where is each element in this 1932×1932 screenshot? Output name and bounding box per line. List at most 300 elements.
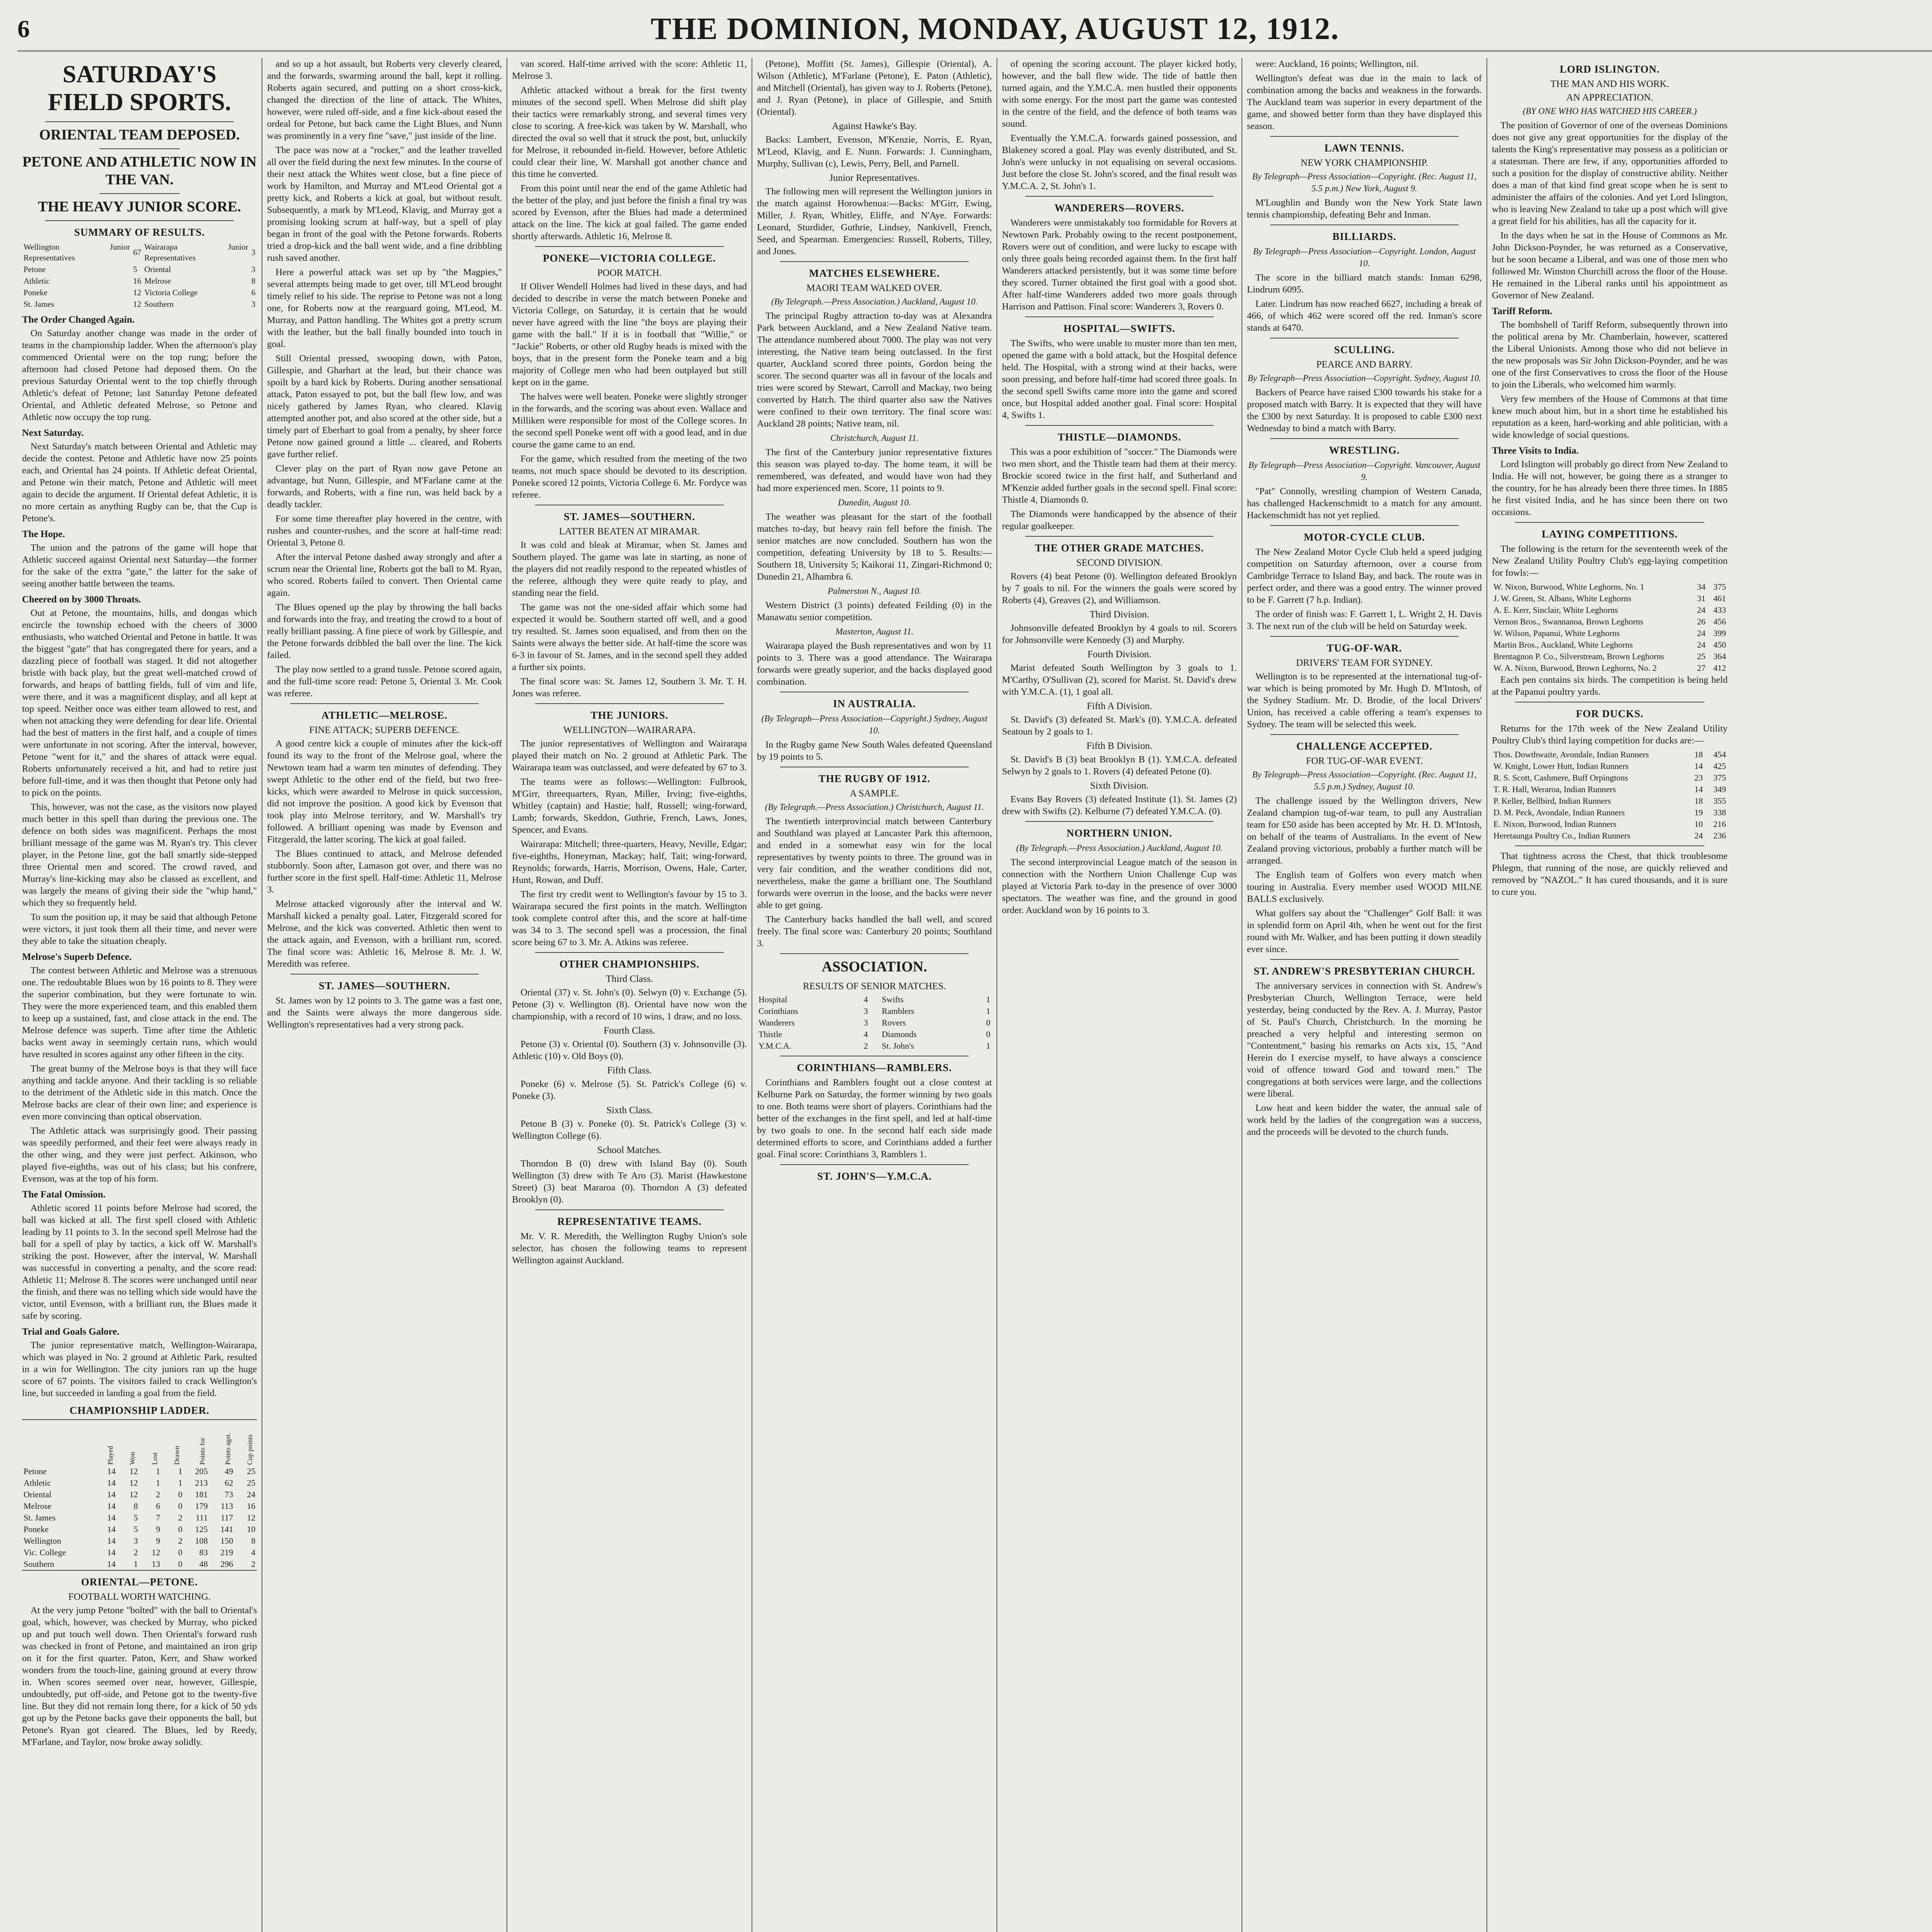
other-championships-heading: OTHER CHAMPIONSHIPS. (559, 958, 700, 970)
table-cell: 12 (129, 1478, 138, 1488)
article-paragraph: Petone (3) v. Oriental (0). Southern (3) v. Johnsonville (3). Athletic (10) v. Old Boys (0). (512, 1039, 747, 1061)
table-cell: 2 (156, 1490, 160, 1499)
table-cell: 67 (133, 248, 141, 257)
article-paragraph: What golfers say about the "Challenger" Golf Ball: it was in splendid form on April 4th, when he went out for the first round with Mr. Walker, and has been putting it down steadily ever since. (1247, 908, 1482, 954)
ladder-row (22, 1535, 257, 1547)
table-cell: 8 (251, 276, 255, 286)
article-paragraph: The score in the billiard match stands: Inman 6298, Lindrum 6095. (1247, 272, 1482, 295)
table-cell: W. A. Nixon, Burwood, Brown Leghorns, No. 2 (1493, 663, 1657, 673)
wanderers-rovers-heading: WANDERERS—ROVERS. (1054, 202, 1184, 214)
column-3 (507, 58, 752, 1932)
table-cell: P. Keller, Bellbird, Indian Runners (1493, 796, 1611, 806)
table-cell: 24 (1697, 605, 1706, 615)
table-cell: Diamonds (882, 1029, 917, 1039)
trial-goals-heading: Trial and Goals Galore. (22, 1327, 119, 1337)
article-paragraph: St. David's (3) defeated St. Mark's (0). Y.M.C.A. defeated Seatoun by 2 goals to 1. (1002, 714, 1237, 737)
laying-table (1492, 581, 1728, 674)
result-row (757, 994, 992, 1005)
ladder-column-header: Points for (198, 1437, 206, 1465)
school-matches-heading: School Matches. (597, 1145, 662, 1155)
table-cell: W. Knight, Lower Hutt, Indian Runners (1493, 761, 1629, 771)
table-cell: Heretaunga Poultry Co., Indian Runners (1493, 831, 1631, 840)
article-paragraph: Low heat and keen bidder the water, the annual sale of work held by the ladies of the congregation was a success, and the proceeds will be devoted to the church funds. (1247, 1103, 1482, 1137)
article-paragraph: Wellington's defeat was due in the main to lack of combination among the backs and weakness in the forwards. The Auckland team was superior in every department of the game, and showed better form than they have displayed this season. (1247, 73, 1482, 131)
article-paragraph: Still Oriental pressed, swooping down, with Paton, Gillespie, and Gharhart at the lead, but their chance was spoilt by a hard kick by Roberts. During another sensational attack, Paton essayed to pot, but the ball flew low, and was nicely gathered by James Ryan, who cleared. Klavig attempted another pot, and also scored at the other side, but a timely part of Eberhart to goal from a penalty, by sheer force Petone now gained ground a little ... cleared, and Roberts gave further relief. (267, 353, 502, 459)
table-cell: W. Nixon, Burwood, White Leghorns, No. 1 (1493, 582, 1645, 592)
hospital-swifts-heading: HOSPITAL—SWIFTS. (1063, 323, 1175, 334)
article-paragraph: It was cold and bleak at Miramar, when St. James and Southern played. The game was late in starting, as none of the players did not readily respond to the repeated whistles of the referee, although they were quite ready to play, and standing near the field. (512, 540, 747, 598)
table-cell: 4 (864, 995, 868, 1004)
sixth-division-heading: Sixth Division. (1090, 781, 1149, 791)
stjames-southern-heading-2: ST. JAMES—SOUTHERN. (318, 980, 451, 992)
subhead-junior-score: THE HEAVY JUNIOR SCORE. (38, 199, 241, 215)
table-cell: 62 (224, 1478, 233, 1488)
article-paragraph: The Diamonds were handicapped by the absence of their regular goalkeeper. (1002, 509, 1237, 531)
table-cell: Hospital (759, 995, 787, 1004)
table-cell: 1 (986, 1006, 990, 1016)
ladder-row (22, 1558, 257, 1570)
lawn-tennis-heading: LAWN TENNIS. (1324, 142, 1405, 154)
northern-union-heading: NORTHERN UNION. (1066, 827, 1172, 839)
third-division-heading: Third Division. (1089, 609, 1150, 620)
article-paragraph: (Petone), Moffitt (St. James), Gillespie (Oriental), A. Wilson (Athletic), M'Farlane (Petone), E. Paton (Athletic), and Mitchell (Oriental), has given way to J. Roberts (Petone), and J. Ryan (Petone), in place of Gillespie, and Smith (Oriental). (757, 59, 992, 117)
table-cell: 12 (133, 288, 141, 297)
latter-beaten-sub: LATTER BEATEN AT MIRAMAR. (559, 526, 700, 537)
article-paragraph: The play now settled to a grand tussle. Petone scored again, and the full-time score read: Petone 5, Oriental 3. Mr. Cook was referee. (267, 664, 502, 699)
dateline: (By Telegraph.—Press Association.) Auckland, August 10. (1016, 843, 1223, 853)
article-paragraph: The twentieth interprovincial match between Canterbury and Southland was played at Lancaster Park this afternoon, and ended in a somewhat easy win for the local representatives by twenty points to three. The ground was in very fair condition, and the weather conditions did not, nevertheless, make the game a brilliant one. The Southland forwards were overrun in the loose, and the backs were never able to get going. (757, 816, 992, 910)
rugby-1912-heading: THE RUGBY OF 1912. (818, 773, 930, 784)
table-cell: 19 (1694, 808, 1703, 817)
juniors-heading: THE JUNIORS. (590, 709, 668, 721)
table-cell: 3 (864, 1018, 868, 1027)
table-cell: 34 (1697, 582, 1706, 592)
table-cell: 216 (1713, 819, 1726, 829)
table-cell: 349 (1713, 784, 1726, 794)
ladder-row (22, 1512, 257, 1524)
table-cell: Oriental (24, 1490, 52, 1499)
table-cell: 24 (247, 1490, 255, 1499)
table-cell: 5 (133, 1513, 138, 1522)
table-cell: Thistle (759, 1029, 782, 1039)
laying-row (1492, 662, 1728, 674)
table-cell: Wellington Junior Representatives (24, 242, 130, 262)
column-5 (997, 58, 1242, 1932)
table-cell: 4 (251, 1548, 255, 1557)
maori-team-heading: MAORI TEAM WALKED OVER. (806, 283, 942, 293)
duck-row (1492, 818, 1728, 830)
table-cell: 13 (151, 1559, 160, 1569)
table-cell: 375 (1713, 773, 1726, 782)
article-paragraph: A good centre kick a couple of minutes after the kick-off found its way to the front of the Melrose goal, where the Newtown team had a warm ten minutes of defending. They swept Athletic to the other end of the field, but two free-kicks, which were awarded to Melrose in quick succession, did not improve the position. A good kick by Evenson that took play into Melrose territory, and W. Marshall's try followed. A brilliant opening was made by Evenson and Fitzgerald, the latter scoring. The kick at goal failed. (267, 738, 502, 845)
article-paragraph: Next Saturday's match between Oriental and Athletic may decide the contest. Petone and Athletic have now 25 points each, and Oriental has 24 points. If Athletic defeat Oriental, and Petone win their match, Petone and Athletic will meet again to decide the argument. If Oriental defeat Athletic, it is no more certain as anything Rugby can be, that the Cup is Petone's. (22, 441, 257, 524)
poneke-victoria-heading: PONEKE—VICTORIA COLLEGE. (543, 252, 716, 264)
table-cell: 14 (1694, 784, 1703, 794)
billiards-heading: BILLIARDS. (1332, 231, 1396, 242)
table-cell: Y.M.C.A. (759, 1041, 792, 1051)
article-paragraph: The pace was now at a "rocker," and the leather travelled all over the field during the next few minutes. In the course of their next attack the Whites went close, but a fine piece of work by Hamilton, and Murray and M'Leod Oriental got a pretty kick, and Roberts a kick at goal, but without result. Subsequently, a mark by M'Leod, Klavig, and Murray got a promising looking scrum at half-way, but a spell of play began in front of the goal with the Petone forwards. Roberts tried a drop-kick and the ball went wide, and a fine dribbling rush saved another. (267, 145, 502, 263)
table-cell: Southern (144, 299, 174, 309)
article-paragraph: The weather was pleasant for the start of the football matches to-day, but heavy rain fell before the finish. The senior matches are now concluded. Southern has won the competition, defeating University by 18 to 5. Results:—Southern 18, University 5; Kaikorai 11, Zingari-Richmond 0; Dunedin 21, Alhambra 6. (757, 512, 992, 582)
article-paragraph: The New Zealand Motor Cycle Club held a speed judging competition on Saturday afternoon, over a course from Cambridge Terrace to Island Bay, and back. The route was in perfect order, and there was a good entry. The winner proved to be F. Garrett (7 h.p. Indian). (1247, 547, 1482, 605)
table-cell: 25 (247, 1478, 255, 1488)
table-cell: 433 (1713, 605, 1726, 615)
wellington-wairarapa-sub: WELLINGTON—WAIRARAPA. (563, 725, 696, 735)
table-cell: Melrose (144, 276, 171, 286)
third-class-heading: Third Class. (605, 974, 653, 984)
dateline: By Telegraph—Press Association—Copyright. London, August 10. (1253, 247, 1476, 268)
table-cell: A. E. Kerr, Sinclair, White Leghorns (1493, 605, 1618, 615)
article-paragraph: In the days when he sat in the House of Commons as Mr. John Dickson-Poynder, he was returned as a Conservative, but he soon became a Liberal, and was one of those men who followed Mr. Winston Churchill across the floor of the House. He remained in the Liberal ranks until his appointment as Governor of New Zealand. (1492, 230, 1728, 301)
laying-row (1492, 616, 1728, 628)
laying-row (1492, 639, 1728, 651)
hawkes-bay-heading: Against Hawke's Bay. (832, 121, 917, 131)
table-cell: 0 (178, 1548, 183, 1557)
table-cell: E. Nixon, Burwood, Indian Runners (1493, 819, 1617, 829)
order-changed-heading: The Order Changed Again. (22, 315, 135, 325)
laying-row (1492, 628, 1728, 639)
fourth-division-heading: Fourth Division. (1087, 649, 1151, 660)
article-paragraph: The first of the Canterbury junior representative fixtures this season was played to-day. The home team, it will be remembered, was defeated, and would have won had they had more experienced men. Score, 11 points to 9. (757, 447, 992, 493)
table-cell: 2 (178, 1513, 183, 1522)
article-paragraph: This, however, was not the case, as the visitors now played much better in this spell than during the previous one. The defence on both sides was magnificent. Perhaps the most brilliant message of the game was M. Ryan's try. This clever player, in the Petone line, got the ball smartly side-stepped three Oriental men and scored. The crowd raved, and Murray's line-kicking may also be classed as excellent, and was largely the means of giving their side the "whip hand," which they so frequently held. (22, 802, 257, 908)
ducks-table (1492, 749, 1728, 842)
fifth-b-division-heading: Fifth B Division. (1086, 741, 1153, 751)
table-cell: 14 (107, 1536, 116, 1546)
article-paragraph: From this point until near the end of the game Athletic had the better of the play, and just before the finish a final try was scored by Evenson, after the Blues had made a determined attack on the line. The kick at goal failed. The game ended shortly afterwards. Athletic 16, Melrose 8. (512, 183, 747, 242)
table-cell: 3 (133, 1536, 138, 1546)
summary-row (22, 298, 257, 310)
table-cell: Wanderers (759, 1018, 795, 1027)
table-cell: 73 (224, 1490, 233, 1499)
dateline: (By Telegraph.—Press Association.) Christchurch, August 11. (765, 802, 984, 812)
table-cell: J. W. Green, St. Albans, White Leghorns (1493, 594, 1632, 603)
article-paragraph: The anniversary services in connection with St. Andrew's Presbyterian Church, Wellington Terrace, were held yesterday, being conducted by the Rev. A. J. Murray, Pastor of St. Paul's Church, Christchurch. In the morning he preached a very helpful and interesting sermon on "Contentment," basing his remarks on Acts xix, 15, "And Herein do I exercise myself, to have always a conscience void of offence toward God and toward men." The congregations at both services were large, and the collections were liberal. (1247, 981, 1482, 1099)
table-cell: Melrose (24, 1501, 52, 1511)
article-paragraph: The great bunny of the Melrose boys is that they will face anything and tackle anyone. And their tackling is so reliable to the detriment of the Athletic side in this match. Once the Melrose backs are clear of their own line; and experience is even more convincing than optical observation. (22, 1063, 257, 1122)
duck-row (1492, 772, 1728, 784)
article-paragraph: Athletic scored 11 points before Melrose had scored, the ball was kicked at all. The first spell closed with Athletic leading by 11 points to 3. In the second spell Melrose had the ball for a spell of play by tactics, a kick off W. Marshall's striking the post. However, after the interval, W. Marshall was successful in converting a penalty, and the score read: Athletic 11; Melrose 8. The scores were unchanged until near the finish, and there was no telling which side would have the victor, until Evenson, with a brilliant run, the Blues made it safe by scoring. (22, 1203, 257, 1321)
article-paragraph: The challenge issued by the Wellington drivers, New Zealand champion tug-of-war team, to pull any Australian team for £50 aside has been accepted by Mr. H. D. M'Intosh, on behalf of the teams of Australians. In the event of New Zealand proving victorious, probably a further match will be arranged. (1247, 796, 1482, 866)
article-paragraph: The teams were as follows:—Wellington: Fulbrook, M'Girr, threequarters, Ryan, Miller, Irving; five-eighths, Whitley (captain) and Hastie; half, Russell; wing-forward, Lamb; forwards, Skeddon, Guthrie, French, Laws, Jones, Spencer, and Evans. (512, 777, 747, 835)
hope-heading: The Hope. (22, 529, 65, 539)
article-paragraph: The principal Rugby attraction to-day was at Alexandra Park between Auckland, and a New Zealand Native team. The attendance numbered about 7000. The play was not very interesting, the Native team being outclassed. In the first quarter, Auckland scored three points, Gordon being the scorer. The second quarter was all in favour of the locals and tries were scored by Stewart, Carroll and Mackay, two being converted by Hatch. The third quarter also saw the Natives were confined to their own territory. The final score was: Auckland 28 points; Native team, nil. (757, 311, 992, 429)
table-cell: 14 (107, 1559, 116, 1569)
article-paragraph: Thorndon B (0) drew with Island Bay (0). South Wellington (3) drew with Te Aro (3). Marist (Hawkestone Street) (3) beat Mararoa (0). Thorndon A (3) defeated Brooklyn (0). (512, 1158, 747, 1205)
ladder-column-header: Drawn (173, 1446, 181, 1465)
table-cell: 141 (220, 1524, 233, 1534)
a-sample-sub: A SAMPLE. (850, 788, 899, 799)
article-paragraph: To sum the position up, it may be said that although Petone were victors, it just took them all their time, and never were they able to take the situation cheaply. (22, 912, 257, 946)
article-paragraph: The second interprovincial League match of the season in connection with the Northern Union Challenge Cup was played at Victoria Park to-day in the presence of over 3000 spectators. The weather was fine, and the ground in good order. Auckland won by 16 points to 3. (1002, 857, 1237, 915)
stjames-southern-heading: ST. JAMES—SOUTHERN. (563, 511, 696, 522)
challenge-accepted-heading: CHALLENGE ACCEPTED. (1296, 740, 1433, 752)
article-paragraph: The halves were well beaten. Poneke were slightly stronger in the forwards, and the scoring was about even. Wallace and Milliken were responsible for most of the College scores. In the second spell Poneke went off with a good lead, and in due course the game came to an end. (512, 391, 747, 450)
article-paragraph: Later. Lindrum has now reached 6627, including a break of 466, of which 462 were scored off the red. Inman's score stands at 6470. (1247, 299, 1482, 333)
article-paragraph: Oriental (37) v. St. John's (0). Selwyn (0) v. Exchange (5). Petone (3) v. Wellington (8). Oriental have now won the championship, with a record of 10 wins, 1 draw, and no loss. (512, 987, 747, 1022)
table-cell: Athletic (24, 1478, 51, 1488)
table-cell: 26 (1697, 617, 1706, 626)
thistle-diamonds-heading: THISTLE—DIAMONDS. (1058, 431, 1181, 443)
ladder-row (22, 1489, 257, 1500)
ladder-column-header: Points agst. (224, 1432, 232, 1465)
article-paragraph: The order of finish was: F. Garrett 1, L. Wright 2, H. Davis 3. The next run of the club will be held on Saturday week. (1247, 609, 1482, 631)
table-cell: 5 (133, 1524, 138, 1534)
article-paragraph: Petone B (3) v. Poneke (0). St. Patrick's College (3) v. Wellington College (6). (512, 1119, 747, 1141)
masthead-title: THE DOMINION, MONDAY, AUGUST 12, 1912. (650, 12, 1340, 46)
article-paragraph: Here a powerful attack was set up by "the Magpies," several attempts being made to get over, till M'Leod brought timely relief to his side. The reprise to Petone was not a long one, for Roberts now at the rearguard going, M'Leod, M. Murray, and Patton handling. The Whites got a pretty scrum with the leather, but the ball finally bounded into touch in goal. (267, 267, 502, 349)
association-results-table (757, 994, 992, 1052)
ny-championship-sub: NEW YORK CHAMPIONSHIP. (1301, 158, 1428, 168)
table-cell: 219 (220, 1548, 233, 1557)
article-paragraph: After the interval Petone dashed away strongly and after a scrum near the Oriental line, Roberts got the ball to M. Ryan, who scored. Roberts failed to convert. Then Oriental came again. (267, 552, 502, 598)
table-cell: 1 (178, 1466, 183, 1476)
dateline: By Telegraph—Press Association—Copyright. (Rec. August 11, 5.5 p.m.) Sydney, August 10. (1252, 770, 1477, 791)
cheered-heading: Cheered on by 3000 Throats. (22, 594, 141, 605)
table-cell: 113 (221, 1501, 233, 1511)
article-paragraph: Johnsonville defeated Brooklyn by 4 goals to nil. Scorers for Johnsonville were Kennedy (3) and Murphy. (1002, 623, 1237, 645)
article-paragraph: Backers of Pearce have raised £300 towards his stake for a proposed match with Barry. It is expected that they will have the £300 by next Saturday. It is proposed to cable £300 next Wednesday to bind a match with Barry. (1247, 387, 1482, 434)
article-paragraph: The Athletic attack was surprisingly good. Their passing was speedily performed, and their feet were always ready in the other wing, and they were just perfect. Atkinson, who played five-eighths, was out of his class; but his confrere, Evenson, was at the top of his form. (22, 1126, 257, 1184)
article-paragraph: Returns for the 17th week of the New Zealand Utility Poultry Club's third laying competition for ducks are:— (1492, 723, 1728, 746)
table-cell: 1 (133, 1559, 138, 1569)
nazol-advertisement: That tightness across the Chest, that thick troublesome Phlegm, that running of the nose, are quickly relieved and removed by "NAZOL." It has cured thousands, and it is sure to cure you. (1492, 851, 1728, 897)
duck-row (1492, 795, 1728, 807)
duck-row (1492, 830, 1728, 842)
tariff-reform-heading: Tariff Reform. (1492, 306, 1552, 316)
table-cell: 1 (986, 1041, 990, 1051)
ladder-column-header: Lost (151, 1452, 159, 1465)
tug-of-war-heading: TUG-OF-WAR. (1327, 642, 1402, 654)
subhead-petone-athletic: PETONE AND ATHLETIC NOW IN THE VAN. (22, 154, 257, 188)
duck-row (1492, 760, 1728, 772)
summary-row (22, 264, 257, 275)
table-cell: 375 (1713, 582, 1726, 592)
table-cell: 10 (247, 1524, 255, 1534)
table-cell: Thos. Dowthwaite, Avondale, Indian Runners (1493, 750, 1649, 759)
man-and-work-sub: THE MAN AND HIS WORK. (1550, 79, 1669, 89)
dateline: (By Telegraph.—Press Association.) Auckland, August 10. (771, 297, 978, 306)
column-6 (1242, 58, 1487, 1932)
article-paragraph: The contest between Athletic and Melrose was a strenuous one. The redoubtable Blues won by 16 points to 8. They were the superior combination, but they were fortunate to win. They were the more experienced team, and this enabled them to keep up a sustained, fast, and close attack in the end. The Melrose defence was superb. Time after time the Athletic backs went away in seemingly certain runs, which would have resulted in scores against any other fifteen in the city. (22, 965, 257, 1060)
ladder-column-header: Won (128, 1452, 136, 1465)
table-cell: 48 (199, 1559, 208, 1569)
table-cell: Corinthians (759, 1006, 798, 1016)
pearce-barry-sub: PEARCE AND BARRY. (1316, 359, 1413, 370)
table-cell: 14 (107, 1501, 116, 1511)
table-cell: 12 (129, 1490, 138, 1499)
ladder-column-header: Played (106, 1446, 114, 1465)
table-cell: Southern (24, 1559, 54, 1569)
table-cell: 2 (178, 1536, 183, 1546)
sculling-heading: SCULLING. (1334, 344, 1395, 355)
table-cell: 0 (178, 1501, 183, 1511)
table-cell: 1 (156, 1478, 160, 1488)
dateline: (By Telegraph—Press Association—Copyright.) Sydney, August 10. (761, 714, 988, 735)
article-paragraph: The game was not the one-sided affair which some had expected it would be. Southern started off well, and a good try resulted. St. James soon equalised, and from then on the Saints were always the better side. At half-time the score was 6-3 in favour of St. James, and in the second spell they added a further six points. (512, 602, 747, 672)
summary-table (22, 241, 257, 310)
table-cell: 14 (107, 1524, 116, 1534)
table-cell: Wairarapa Junior Representatives (144, 242, 248, 262)
drivers-team-sub: DRIVERS' TEAM FOR SYDNEY. (1296, 658, 1433, 668)
table-cell: 14 (107, 1548, 116, 1557)
article-paragraph: On Saturday another change was made in the order of teams in the championship ladder. When the afternoon's play commenced Oriental were on the top rung; before the afternoon had closed Petone had deposed them. On the previous Saturday Oriental went to the top chiefly through Athletic's defeat of Petone; last Saturday Petone defeated Oriental, and Athletic defeated Melrose, so Petone and Athletic now occupy the top rung. (22, 328, 257, 422)
table-cell: 16 (133, 276, 141, 286)
table-cell: 456 (1713, 617, 1726, 626)
summary-row (22, 241, 257, 264)
table-cell: 338 (1713, 808, 1726, 817)
subhead-oriental-deposed: ORIENTAL TEAM DEPOSED. (39, 127, 240, 143)
article-paragraph: Eventually the Y.M.C.A. forwards gained possession, and Blakeney scored a goal. Play was evenly distributed, and St. John's were unlucky in not equalising on several occasions. Just before the close St. John's scored, and the final result was Y.M.C.A. 2, St. John's 1. (1002, 133, 1237, 191)
table-cell: 1 (986, 995, 990, 1004)
visits-india-heading: Three Visits to India. (1492, 446, 1579, 456)
result-row (757, 1040, 992, 1052)
table-cell: 0 (986, 1018, 990, 1027)
table-cell: 23 (1694, 773, 1703, 782)
table-cell: 18 (1694, 796, 1703, 806)
table-cell: 454 (1713, 750, 1726, 759)
table-cell: 6 (156, 1501, 160, 1511)
championship-ladder-table (22, 1419, 257, 1571)
article-paragraph: For some time thereafter play hovered in the centre, with rushes and counter-rushes, and the score at half-time read: Oriental 3, Petone 0. (267, 514, 502, 548)
corinthians-ramblers-heading: CORINTHIANS—RAMBLERS. (797, 1062, 952, 1073)
duck-row (1492, 784, 1728, 795)
lord-islington-heading: LORD ISLINGTON. (1560, 63, 1660, 75)
table-cell: 14 (107, 1478, 116, 1488)
dateline: By Telegraph—Press Association—Copyright. Sydney, August 10. (1247, 373, 1481, 383)
senior-results-sub: RESULTS OF SENIOR MATCHES. (803, 981, 946, 992)
ladder-row (22, 1524, 257, 1535)
table-cell: 0 (178, 1524, 183, 1534)
next-saturday-heading: Next Saturday. (22, 428, 84, 438)
article-paragraph: The Canterbury backs handled the ball well, and scored freely. The final score was: Canterbury 20 points; Southland 3. (757, 914, 992, 949)
table-cell: 236 (1713, 831, 1726, 840)
article-paragraph: were: Auckland, 16 points; Wellington, nil. (1255, 59, 1419, 69)
article-paragraph: If Oliver Wendell Holmes had lived in these days, and had decided to describe in verse the match between Poneke and Victoria College, on Saturday, it is certain that he would never have agreed with the line "the boys are playing their game with the ball." If it is in football that "Willie," or "Jackie" Roberts, or other old Rugby heads is mixed with the boys, that in the present form the Poneke team and a big majority of College men who had been outplayed but still kept on in the game. (512, 281, 747, 388)
article-paragraph: Each pen contains six birds. The competition is being held at the Papanui poultry yards. (1492, 675, 1728, 697)
table-cell: Oriental (144, 265, 171, 274)
tug-event-sub: FOR TUG-OF-WAR EVENT. (1306, 756, 1423, 766)
table-cell: 213 (195, 1478, 208, 1488)
table-cell: 8 (133, 1501, 138, 1511)
table-cell: 16 (247, 1501, 255, 1511)
table-cell: 2 (133, 1548, 138, 1557)
dateline: By Telegraph—Press Association—Copyright. Vancouver, August 9. (1248, 460, 1481, 482)
st-andrews-heading: ST. ANDREW'S PRESBYTERIAN CHURCH. (1253, 965, 1475, 977)
poor-match-sub: POOR MATCH. (597, 268, 662, 278)
table-cell: 24 (1697, 640, 1706, 650)
table-cell: 125 (195, 1524, 208, 1534)
article-paragraph: Backs: Lambert, Evenson, M'Kenzie, Norris, E. Ryan, M'Leod, Klavig, and E. Nunn. Forwards: J. Cunningham, Murphy, Sullivan (c), Lewis, Perry, Bell, and Parnell. (757, 134, 992, 169)
article-paragraph: The position of Governor of one of the overseas Dominions does not give any great opportunities for the display of the talents the King's representative may possess as a politician or a statesman. There are few, if any, opportunities afforded to such a position for the display of constructive ability. Neither does a man of that kind find great scope when he is sent to administer the affairs of the colonies. And yet Lord Islington, who is leaving New Zealand to take up a post which will give a great field for his abilities, has all the capacity for it. (1492, 120, 1728, 226)
article-paragraph: The junior representatives of Wellington and Wairarapa played their match on No. 2 ground at Athletic Park. The Wairarapa team was outclassed, and were defeated by 67 to 3. (512, 738, 747, 773)
table-cell: 9 (156, 1524, 160, 1534)
laying-row (1492, 651, 1728, 662)
table-cell: Poneke (24, 1524, 49, 1534)
oriental-petone-heading: ORIENTAL—PETONE. (81, 1576, 198, 1588)
ladder-row (22, 1477, 257, 1489)
motor-cycle-heading: MOTOR-CYCLE CLUB. (1304, 531, 1425, 543)
matches-elsewhere-heading: MATCHES ELSEWHERE. (809, 267, 940, 279)
column-2 (262, 58, 507, 1932)
table-cell: 31 (1697, 594, 1706, 603)
table-cell: 14 (107, 1513, 116, 1522)
article-paragraph: Poneke (6) v. Melrose (5). St. Patrick's College (6) v. Poneke (3). (512, 1079, 747, 1101)
table-cell: Rovers (882, 1018, 906, 1027)
article-paragraph: The bombshell of Tariff Reform, subsequently thrown into the political arena by Mr. Chamberlain, however, scattered the Liberal Unionists. Among those who did not believe in the new proposals was Sir John Dickson-Poynder, and he was one of the first Conservatives to cross the floor of the House to join the Liberals, who welcomed him warmly. (1492, 320, 1728, 390)
article-paragraph: The Blues continued to attack, and Melrose defended stubbornly. Soon after, Lamason got over, and there was no further score in the first spell. Half-time: Athletic 11, Melrose 3. (267, 849, 502, 895)
football-watching-sub: FOOTBALL WORTH WATCHING. (68, 1592, 211, 1602)
article-paragraph: Wanderers were unmistakably too formidable for Rovers at Newtown Park. Probably owing to the recent postponement, Rovers were out of condition, and were lucky to escape with only three goals being recorded against them. In the first half Wanderers attacked persistently, but it was some time before they scored. Turner obtained the first goal with a good shot. After half-time Wanderers added two more goals through Harrison and Pattison. Final score: Wanderers 3, Rovers 0. (1002, 218, 1237, 312)
table-cell: 6 (251, 288, 255, 297)
table-cell: 1 (178, 1478, 183, 1488)
fatal-omission-heading: The Fatal Omission. (22, 1189, 105, 1200)
table-cell: 0 (178, 1559, 183, 1569)
second-division-heading: SECOND DIVISION. (1076, 558, 1163, 568)
table-cell: 179 (195, 1501, 208, 1511)
article-paragraph: Marist defeated South Wellington by 3 goals to 1. M'Carthy, O'Sullivan (2), scored for Marist. St. David's drew with Y.M.C.A. (1), 1 goal all. (1002, 663, 1237, 697)
article-paragraph: and so up a hot assault, but Roberts very cleverly cleared, and the forwards, swarming around the ball, kept it rolling. Roberts again secured, and putting on a short cross-kick, changed the direction of the line of attack. The Whites, however, were ruled off-side, and a fine kick-about eased the ordeal for Petone, but back came the Light Blues, and Nunn was prominently in a very fine "save," just inside of the line. (267, 59, 502, 141)
table-cell: 5 (133, 265, 137, 274)
table-cell: 4 (864, 1029, 868, 1039)
result-row (757, 1029, 992, 1040)
article-paragraph: Lord Islington will probably go direct from New Zealand to India. He will not, however, be going there as a stranger to the country, for he has already been there three times. In 1885 he first visited India, and he has since been there on two occasions. (1492, 459, 1728, 517)
column-7 (1487, 58, 1732, 1932)
summary-row (22, 287, 257, 298)
table-cell: Ramblers (882, 1006, 915, 1016)
page-number: 6 (17, 15, 30, 43)
article-paragraph: Clever play on the part of Ryan now gave Petone an advantage, but Nunn, Gillespie, and M'Farlane came at the forwards, and Roberts, with a fine run, was held back by a deadly tackler. (267, 463, 502, 510)
athletic-melrose-sub: FINE ATTACK; SUPERB DEFENCE. (309, 725, 460, 735)
article-paragraph: St. David's B (3) beat Brooklyn B (1). Y.M.C.A. defeated Selwyn by 2 goals to 1. Rovers (4) defeated Petone (0). (1002, 754, 1237, 777)
laying-competitions-heading: LAYING COMPETITIONS. (1541, 528, 1678, 540)
article-paragraph: The following men will represent the Wellington juniors in the match against Horowhenua:—Backs: M'Girr, Ewing, Miller, J. Ryan, Whitley, Eliffe, and N'Aye. Forwards: Leonard, Sturdider, Guthrie, Lindsey, Nankivell, French, Seed, and Spearman. Emergencies: Russell, Roberts, Tilley, and Jones. (757, 186, 992, 257)
article-paragraph: The final score was: St. James 12, Southern 3. Mr. T. H. Jones was referee. (512, 676, 747, 699)
article-paragraph: The following is the return for the seventeenth week of the New Zealand Utility Poultry Club's egg-laying competition for fowls:— (1492, 544, 1728, 578)
article-paragraph: Corinthians and Ramblers fought out a close contest at Kelburne Park on Saturday, the former winning by two goals to one. Both teams were short of players. Corinthians had the better of the exchanges in the first spell, and led at half-time by two goals to one. In the second half each side made determined efforts to score, and Corinthians added a further goal. Final score: Corinthians 3, Ramblers 1. (757, 1077, 992, 1160)
table-cell: 14 (1694, 761, 1703, 771)
article-paragraph: In the Rugby game New South Wales defeated Queensland by 19 points to 5. (757, 740, 992, 762)
ladder-column-header: Cup points (246, 1434, 254, 1465)
table-cell: 10 (1694, 819, 1703, 829)
columns (17, 58, 1932, 1932)
table-cell: 355 (1713, 796, 1726, 806)
in-australia-heading: IN AUSTRALIA. (833, 698, 916, 709)
table-cell: 111 (196, 1513, 208, 1522)
table-cell: 25 (1697, 651, 1706, 661)
other-grade-heading: THE OTHER GRADE MATCHES. (1035, 542, 1204, 554)
article-paragraph: For the game, which resulted from the meeting of the two teams, not much space should be devoted to its description. Poneke scored 12 points, Victoria College 6. Mr. Fordyce was referee. (512, 454, 747, 500)
table-cell: 0 (178, 1490, 183, 1499)
table-cell: 12 (129, 1466, 138, 1476)
table-cell: 9 (156, 1536, 160, 1546)
dateline: Palmerston N., August 10. (827, 586, 922, 596)
dateline: Dunedin, August 10. (838, 498, 911, 507)
table-cell: 181 (195, 1490, 208, 1499)
fourth-class-heading: Fourth Class. (604, 1026, 655, 1036)
table-cell: 399 (1713, 628, 1726, 638)
article-paragraph: Rovers (4) beat Petone (0). Wellington defeated Brooklyn by 7 goals to nil. For the winners the goals were scored by Roberts (4), Greaves (2), and Williamson. (1002, 571, 1237, 605)
table-cell: 14 (107, 1466, 116, 1476)
laying-row (1492, 581, 1728, 593)
table-cell: 425 (1713, 761, 1726, 771)
article-paragraph: van scored. Half-time arrived with the score: Athletic 11, Melrose 3. (512, 59, 747, 81)
result-row (757, 1017, 992, 1029)
wrestling-heading: WRESTLING. (1329, 444, 1400, 456)
table-cell: Athletic (24, 276, 50, 286)
ladder-team-col (22, 1420, 95, 1466)
summary-heading: SUMMARY OF RESULTS. (74, 226, 205, 238)
